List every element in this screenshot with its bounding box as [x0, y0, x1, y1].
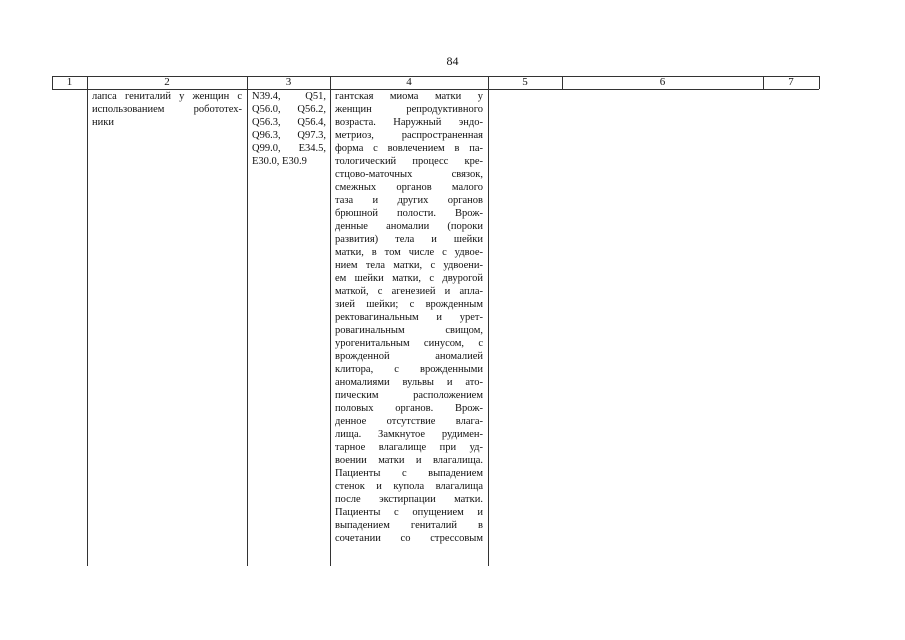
text-line: ем шейки матки, с двурогой [335, 273, 483, 284]
text-line: возраста. Наружный эндо- [335, 117, 483, 128]
text-line: лапса гениталий у женщин с [92, 91, 242, 102]
text-line: гантская миома матки у [335, 91, 483, 102]
text-line: тологический процесс кре- [335, 156, 483, 167]
text-line: врожденной аномалией [335, 351, 483, 362]
text-line: развития) тела и шейки [335, 234, 483, 245]
text-line: воении матки и влагалища. [335, 455, 483, 466]
text-line: таза и других органов [335, 195, 483, 206]
text-line: стенок и купола влагалища [335, 481, 483, 492]
text-line: аномалиями вульвы и ато- [335, 377, 483, 388]
text-line: Пациенты с выпадением [335, 468, 483, 479]
column-header-5: 5 [522, 76, 528, 88]
text-line: брюшной полости. Врож- [335, 208, 483, 219]
text-line: лища. Замкнутое рудимен- [335, 429, 483, 440]
text-line: сочетании со стрессовым [335, 533, 483, 544]
text-line: половых органов. Врож- [335, 403, 483, 414]
text-line: форма с вовлечением в па- [335, 143, 483, 154]
column-header-7: 7 [788, 76, 794, 88]
column-header-1: 1 [66, 76, 73, 88]
text-line: ники [92, 117, 114, 128]
column-divider-2-3 [247, 76, 248, 566]
column-header-2: 2 [164, 76, 170, 88]
text-line: Пациенты с опущением и [335, 507, 483, 518]
text-line: Q56.0, Q56.2, [252, 104, 326, 115]
text-line: тарное влагалище при уд- [335, 442, 483, 453]
text-line: урогенитальным синусом, с [335, 338, 483, 349]
text-line: клитора, с врожденными [335, 364, 483, 375]
text-line: использованием робототех- [92, 104, 242, 115]
cell-patient-model [335, 90, 483, 545]
text-line: женщин репродуктивного [335, 104, 483, 115]
cell-method-description [92, 90, 242, 129]
text-line: ректовагинальным и урет- [335, 312, 483, 323]
text-line: денное отсутствие влага- [335, 416, 483, 427]
text-line: E30.0, E30.9 [252, 156, 307, 167]
column-header-4: 4 [406, 76, 412, 88]
column-divider-4-5 [488, 76, 489, 566]
text-line: N39.4, Q51, [252, 91, 326, 102]
text-line: ровагинальным свищом, [335, 325, 483, 336]
cell-icd-codes [252, 90, 326, 168]
text-line: стцово-маточных связок, [335, 169, 483, 180]
text-line: после экстирпации матки. [335, 494, 483, 505]
text-line: выпадением гениталий в [335, 520, 483, 531]
text-line: зией шейки; с врожденным [335, 299, 483, 310]
text-line: денные аномалии (пороки [335, 221, 483, 232]
text-line: Q56.3, Q56.4, [252, 117, 326, 128]
text-line: метриоз, распространенная [335, 130, 483, 141]
text-line: смежных органов малого [335, 182, 483, 193]
table-border-right [819, 76, 820, 89]
column-divider-3-4 [330, 76, 331, 566]
column-header-6: 6 [659, 76, 666, 88]
page-number: 84 [446, 54, 459, 68]
text-line: пическим расположением [335, 390, 483, 401]
text-line: маткой, с агенезией и апла- [335, 286, 483, 297]
text-line: Q96.3, Q97.3, [252, 130, 326, 141]
text-line: нием тела матки, с удвоени- [335, 260, 483, 271]
column-divider-1-2 [87, 76, 88, 566]
text-line: матки, в том числе с удвое- [335, 247, 483, 258]
text-line: Q99.0, E34.5, [252, 143, 326, 154]
column-header-3: 3 [285, 76, 292, 88]
